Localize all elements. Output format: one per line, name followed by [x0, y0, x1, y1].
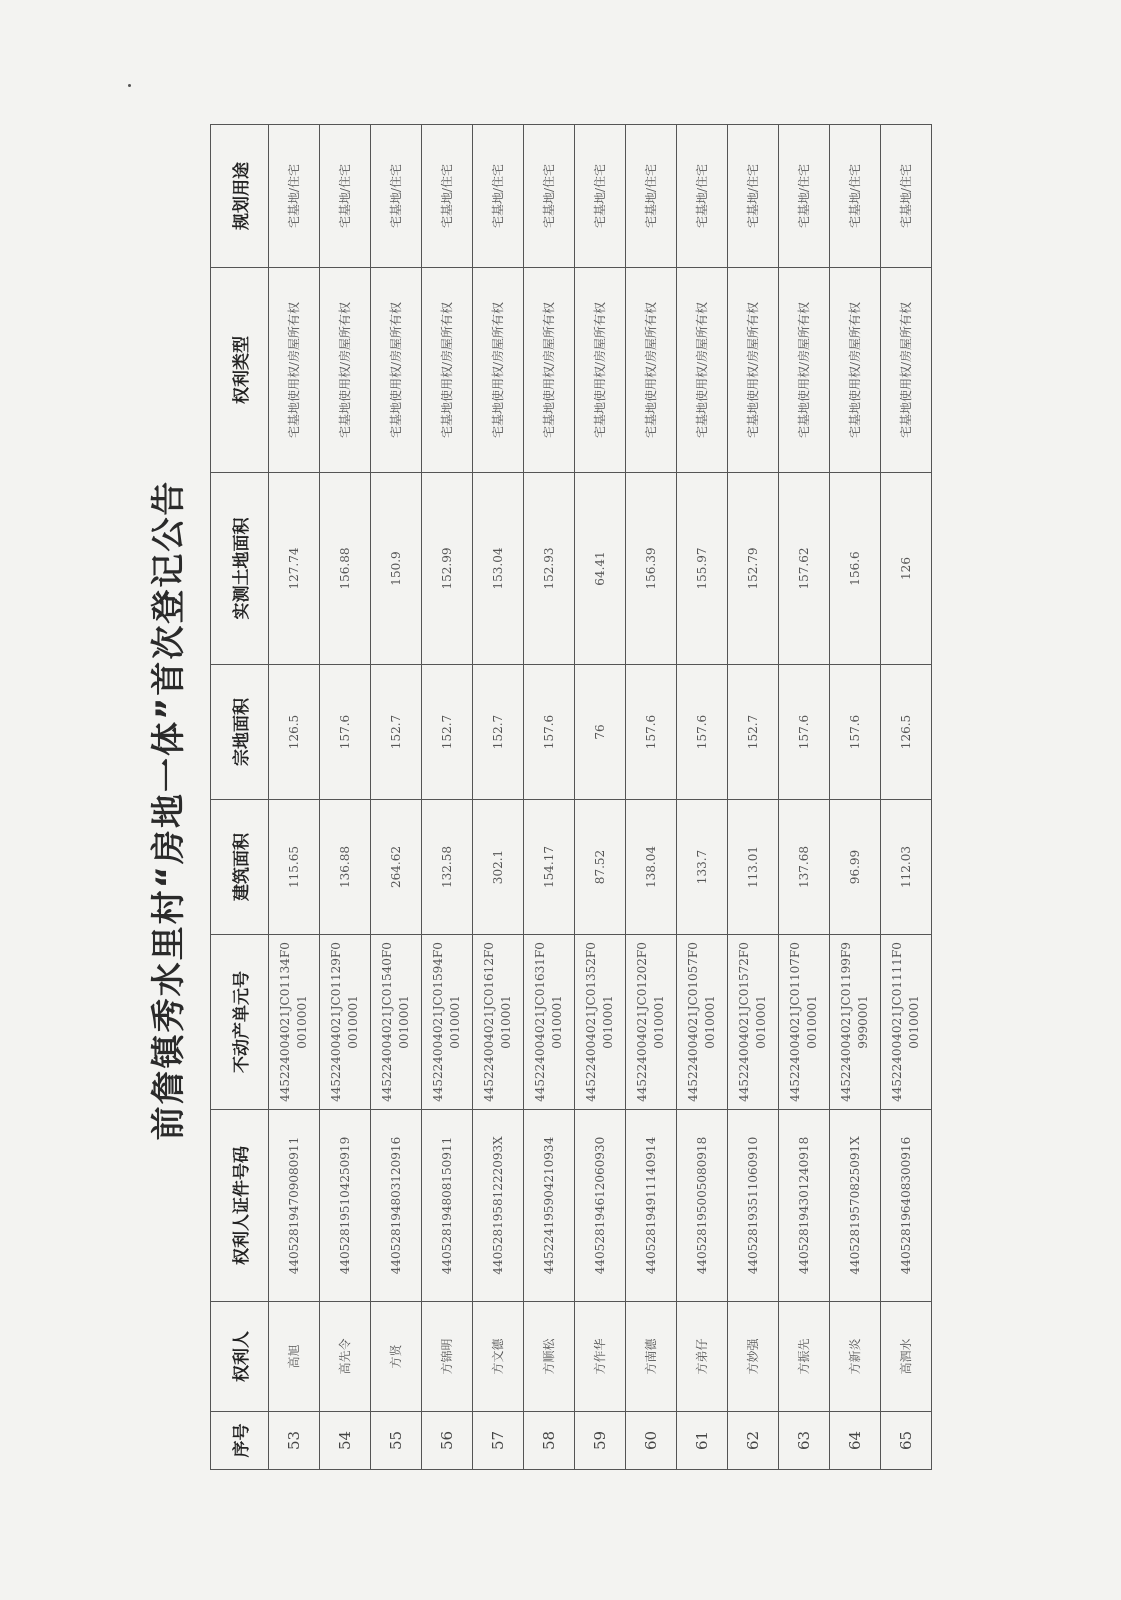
cell-right-type: 宅基地使用权/房屋所有权: [422, 268, 473, 473]
cell-unit-number: 445224004021JC01057F00010001: [677, 935, 728, 1110]
header-id-number: 权利人证件号码: [211, 1110, 269, 1302]
cell-measured-area: 150.9: [371, 473, 422, 665]
table-row: [320, 125, 371, 1470]
cell-seq: 55: [371, 1412, 422, 1470]
cell-owner: 高先令: [320, 1302, 371, 1412]
cell-building-area: 113.01: [728, 800, 779, 935]
cell-measured-area: 157.62: [779, 473, 830, 665]
cell-measured-area: 155.97: [677, 473, 728, 665]
table-row: [422, 125, 473, 1470]
cell-right-type: 宅基地使用权/房屋所有权: [371, 268, 422, 473]
cell-parcel-area: 157.6: [677, 665, 728, 800]
cell-unit-number: 445224004021JC01612F00010001: [473, 935, 524, 1110]
cell-parcel-area: 152.7: [422, 665, 473, 800]
cell-owner: 方新炎: [830, 1302, 881, 1412]
cell-id-number: 440528194612060930: [575, 1110, 626, 1302]
cell-right-type: 宅基地使用权/房屋所有权: [881, 268, 932, 473]
cell-id-number: 445224195904210934: [524, 1110, 575, 1302]
cell-right-type: 宅基地使用权/房屋所有权: [677, 268, 728, 473]
table-row: [881, 125, 932, 1470]
cell-owner: 高旭: [269, 1302, 320, 1412]
cell-building-area: 264.62: [371, 800, 422, 935]
table-row: [830, 125, 881, 1470]
cell-usage: 宅基地/住宅: [473, 125, 524, 268]
cell-parcel-area: 152.7: [728, 665, 779, 800]
cell-usage: 宅基地/住宅: [320, 125, 371, 268]
cell-id-number: 44052819581222093X: [473, 1110, 524, 1302]
cell-usage: 宅基地/住宅: [626, 125, 677, 268]
cell-right-type: 宅基地使用权/房屋所有权: [473, 268, 524, 473]
cell-owner: 方妙强: [728, 1302, 779, 1412]
cell-parcel-area: 157.6: [320, 665, 371, 800]
cell-measured-area: 127.74: [269, 473, 320, 665]
notice-title: 前詹镇秀水里村“房地一体”首次登记公告: [149, 479, 189, 1141]
cell-building-area: 96.99: [830, 800, 881, 935]
cell-seq: 57: [473, 1412, 524, 1470]
cell-measured-area: 153.04: [473, 473, 524, 665]
cell-id-number: 440528195005080918: [677, 1110, 728, 1302]
cell-unit-number: 445224004021JC01540F00010001: [371, 935, 422, 1110]
cell-measured-area: 156.39: [626, 473, 677, 665]
cell-seq: 58: [524, 1412, 575, 1470]
cell-parcel-area: 157.6: [830, 665, 881, 800]
header-seq: 序号: [211, 1412, 269, 1470]
cell-building-area: 115.65: [269, 800, 320, 935]
cell-owner: 方作华: [575, 1302, 626, 1412]
cell-id-number: 440528194808150911: [422, 1110, 473, 1302]
header-right-type: 权利类型: [211, 268, 269, 473]
table-row: [524, 125, 575, 1470]
cell-right-type: 宅基地使用权/房屋所有权: [728, 268, 779, 473]
cell-right-type: 宅基地使用权/房屋所有权: [524, 268, 575, 473]
cell-unit-number: 445224004021JC01129F00010001: [320, 935, 371, 1110]
cell-id-number: 44052819570825091X: [830, 1110, 881, 1302]
table-row: [371, 125, 422, 1470]
cell-parcel-area: 126.5: [881, 665, 932, 800]
cell-right-type: 宅基地使用权/房屋所有权: [626, 268, 677, 473]
table-row: [677, 125, 728, 1470]
cell-usage: 宅基地/住宅: [371, 125, 422, 268]
cell-seq: 63: [779, 1412, 830, 1470]
cell-owner: 高泗水: [881, 1302, 932, 1412]
cell-right-type: 宅基地使用权/房屋所有权: [269, 268, 320, 473]
cell-parcel-area: 157.6: [524, 665, 575, 800]
cell-usage: 宅基地/住宅: [830, 125, 881, 268]
cell-seq: 62: [728, 1412, 779, 1470]
cell-building-area: 302.1: [473, 800, 524, 935]
cell-owner: 方贤: [371, 1302, 422, 1412]
cell-id-number: 440528194301240918: [779, 1110, 830, 1302]
cell-unit-number: 445224004021JC01107F00010001: [779, 935, 830, 1110]
cell-unit-number: 445224004021JC01572F00010001: [728, 935, 779, 1110]
cell-building-area: 137.68: [779, 800, 830, 935]
cell-right-type: 宅基地使用权/房屋所有权: [320, 268, 371, 473]
cell-unit-number: 445224004021JC01134F00010001: [269, 935, 320, 1110]
cell-id-number: 440528194803120916: [371, 1110, 422, 1302]
header-building-area: 建筑面积: [211, 800, 269, 935]
cell-measured-area: 156.88: [320, 473, 371, 665]
cell-id-number: 440528194911140914: [626, 1110, 677, 1302]
scan-speck: [128, 84, 131, 87]
cell-right-type: 宅基地使用权/房屋所有权: [830, 268, 881, 473]
table-row: [779, 125, 830, 1470]
cell-usage: 宅基地/住宅: [728, 125, 779, 268]
table-row: [473, 125, 524, 1470]
cell-owner: 方弟仔: [677, 1302, 728, 1412]
table-row: [575, 125, 626, 1470]
cell-measured-area: 152.99: [422, 473, 473, 665]
cell-owner: 方南德: [626, 1302, 677, 1412]
cell-building-area: 132.58: [422, 800, 473, 935]
cell-building-area: 112.03: [881, 800, 932, 935]
header-parcel-area: 宗地面积: [211, 665, 269, 800]
cell-unit-number: 445224004021JC01352F00010001: [575, 935, 626, 1110]
cell-building-area: 87.52: [575, 800, 626, 935]
cell-building-area: 136.88: [320, 800, 371, 935]
cell-usage: 宅基地/住宅: [422, 125, 473, 268]
cell-parcel-area: 76: [575, 665, 626, 800]
header-row: [211, 125, 269, 1470]
cell-measured-area: 64.41: [575, 473, 626, 665]
cell-seq: 53: [269, 1412, 320, 1470]
cell-id-number: 440528195104250919: [320, 1110, 371, 1302]
cell-usage: 宅基地/住宅: [677, 125, 728, 268]
cell-seq: 54: [320, 1412, 371, 1470]
cell-unit-number: 445224004021JC01631F00010001: [524, 935, 575, 1110]
table-row: [728, 125, 779, 1470]
cell-usage: 宅基地/住宅: [524, 125, 575, 268]
cell-id-number: 440528194709080911: [269, 1110, 320, 1302]
cell-usage: 宅基地/住宅: [575, 125, 626, 268]
cell-measured-area: 156.6: [830, 473, 881, 665]
cell-parcel-area: 157.6: [779, 665, 830, 800]
cell-parcel-area: 152.7: [473, 665, 524, 800]
cell-seq: 60: [626, 1412, 677, 1470]
cell-building-area: 133.7: [677, 800, 728, 935]
cell-usage: 宅基地/住宅: [881, 125, 932, 268]
cell-owner: 方振先: [779, 1302, 830, 1412]
header-usage: 规划用途: [211, 125, 269, 268]
cell-seq: 59: [575, 1412, 626, 1470]
table-body: [269, 125, 932, 1470]
cell-parcel-area: 126.5: [269, 665, 320, 800]
cell-seq: 56: [422, 1412, 473, 1470]
cell-seq: 65: [881, 1412, 932, 1470]
cell-parcel-area: 152.7: [371, 665, 422, 800]
table-row: [626, 125, 677, 1470]
cell-measured-area: 152.93: [524, 473, 575, 665]
cell-unit-number: 445224004021JC01594F00010001: [422, 935, 473, 1110]
cell-usage: 宅基地/住宅: [779, 125, 830, 268]
cell-unit-number: 445224004021JC01111F00010001: [881, 935, 932, 1110]
cell-owner: 方文德: [473, 1302, 524, 1412]
cell-measured-area: 126: [881, 473, 932, 665]
header-measured-area: 实测土地面积: [211, 473, 269, 665]
cell-usage: 宅基地/住宅: [269, 125, 320, 268]
cell-id-number: 440528196408300916: [881, 1110, 932, 1302]
cell-unit-number: 445224004021JC01199F99990001: [830, 935, 881, 1110]
header-owner: 权利人: [211, 1302, 269, 1412]
cell-building-area: 138.04: [626, 800, 677, 935]
rotated-notice: [145, 125, 1121, 1495]
cell-owner: 方锦明: [422, 1302, 473, 1412]
cell-unit-number: 445224004021JC01202F00010001: [626, 935, 677, 1110]
table-row: [269, 125, 320, 1470]
cell-measured-area: 152.79: [728, 473, 779, 665]
cell-building-area: 154.17: [524, 800, 575, 935]
cell-parcel-area: 157.6: [626, 665, 677, 800]
header-unit-number: 不动产单元号: [211, 935, 269, 1110]
registration-table: [210, 124, 932, 1470]
cell-seq: 61: [677, 1412, 728, 1470]
cell-right-type: 宅基地使用权/房屋所有权: [779, 268, 830, 473]
cell-owner: 方顺松: [524, 1302, 575, 1412]
cell-id-number: 440528193511060910: [728, 1110, 779, 1302]
cell-right-type: 宅基地使用权/房屋所有权: [575, 268, 626, 473]
cell-seq: 64: [830, 1412, 881, 1470]
